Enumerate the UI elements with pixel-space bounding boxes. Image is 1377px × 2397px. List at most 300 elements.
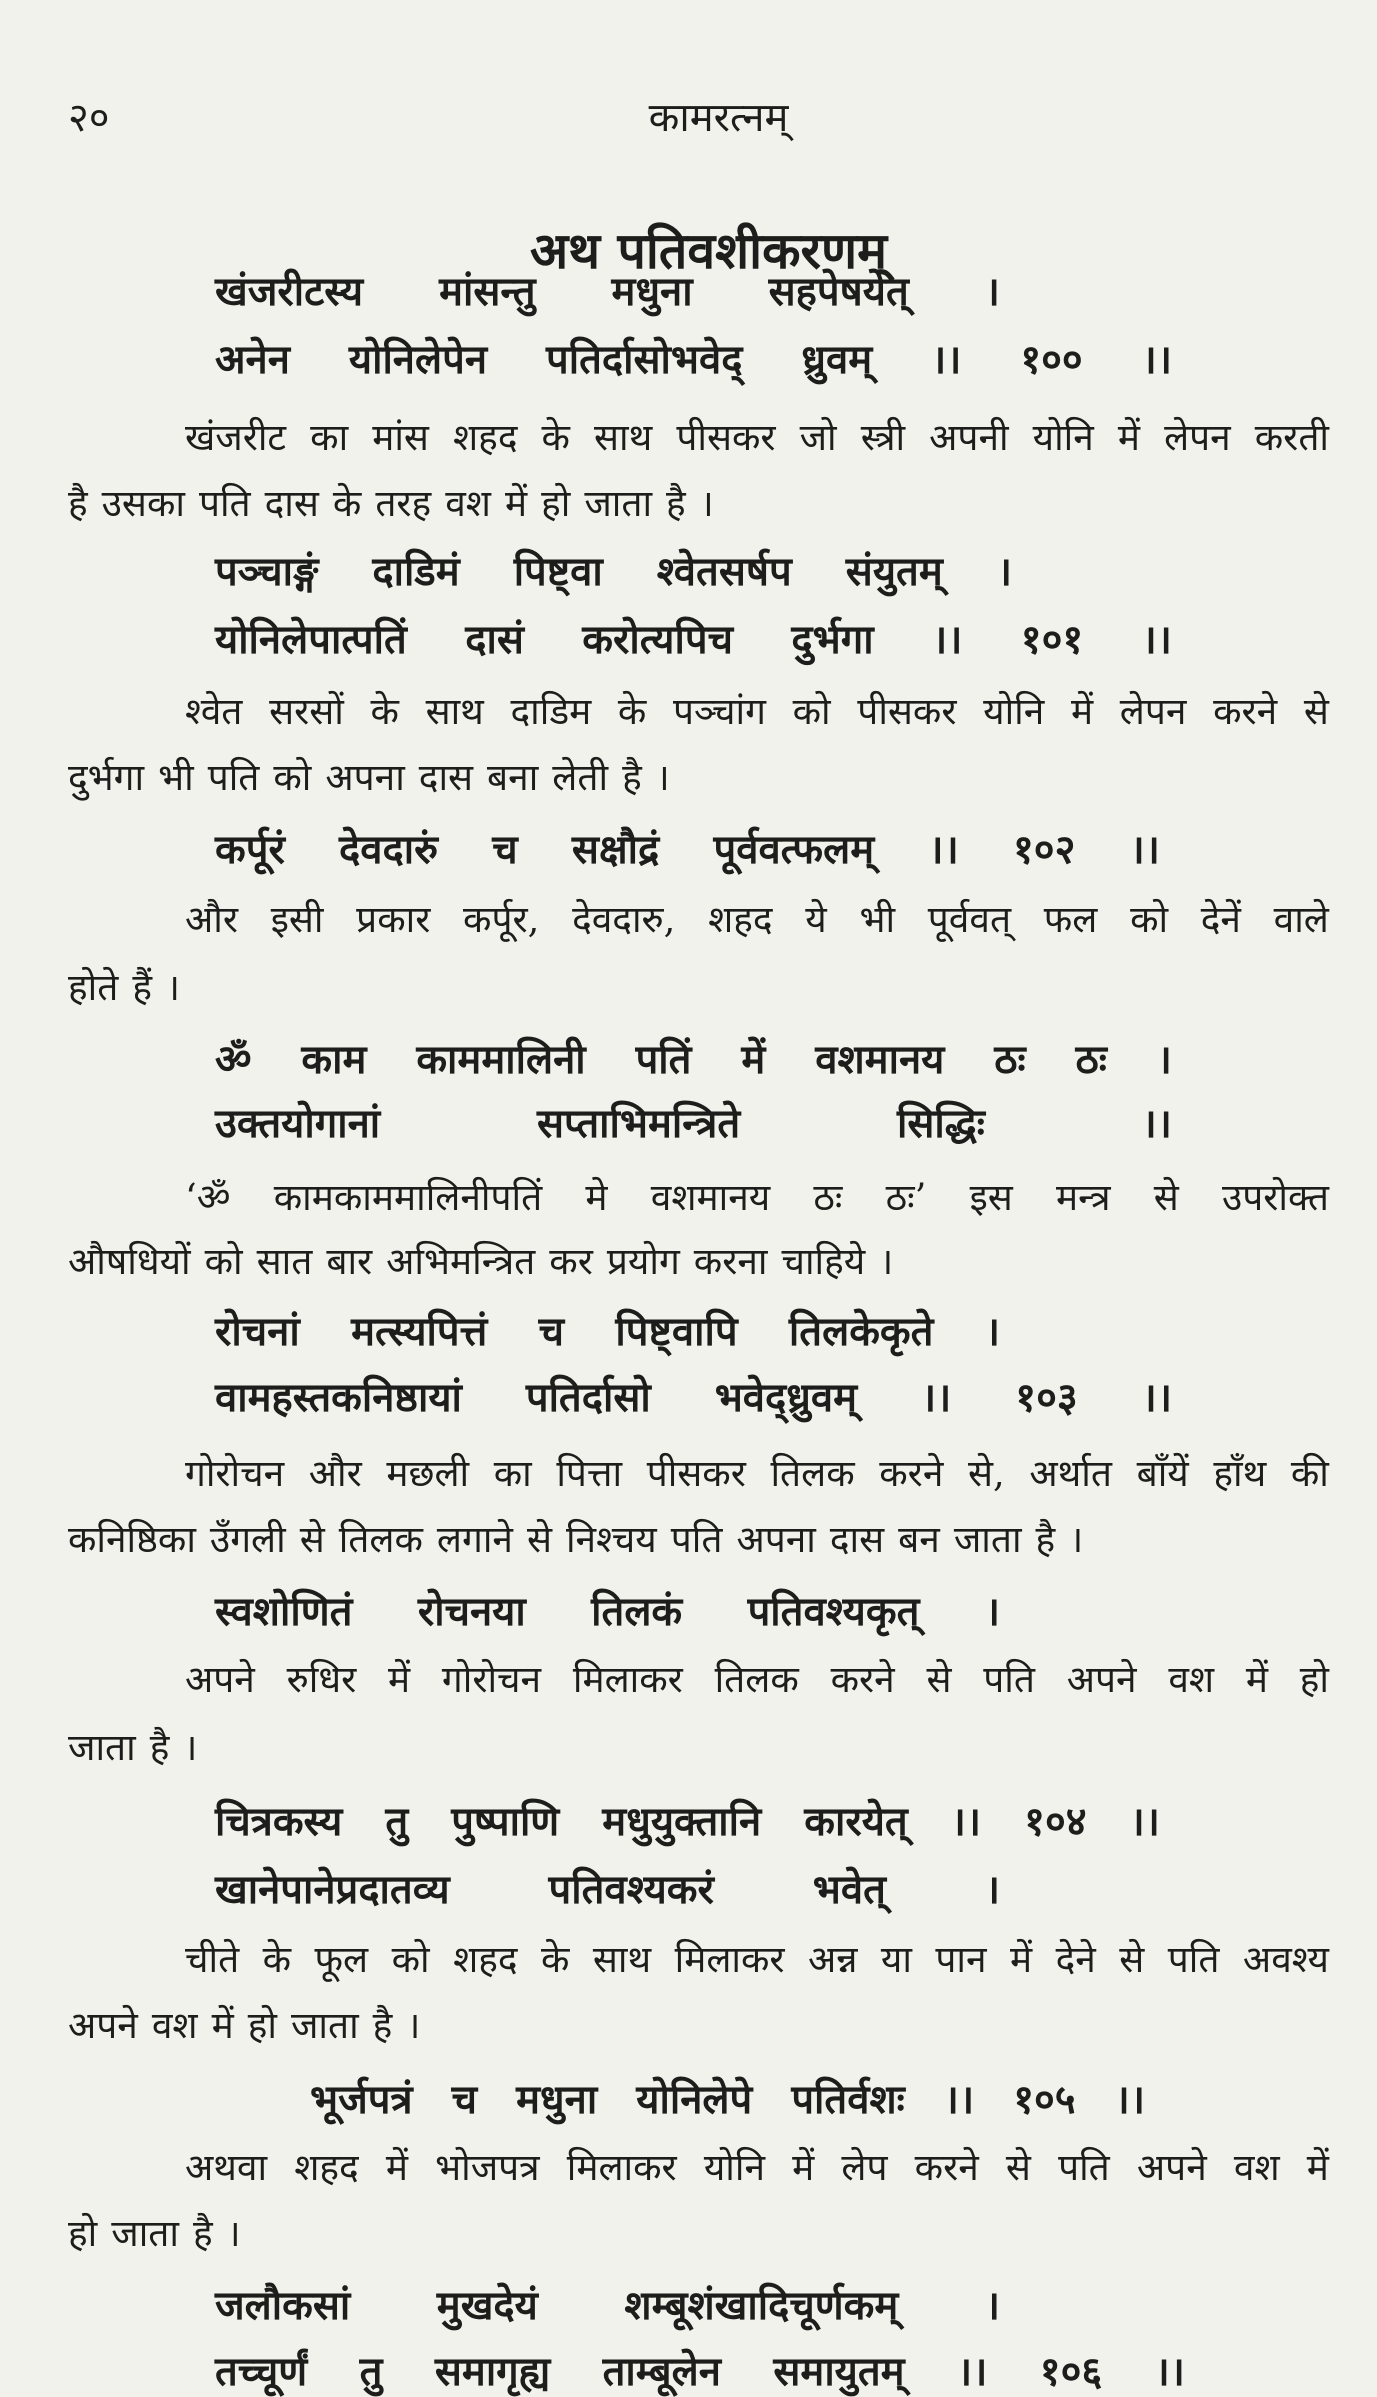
word: का	[493, 1452, 532, 1495]
verse-line	[215, 1302, 1000, 1357]
word: दुर्भगा	[791, 616, 874, 663]
word: में	[792, 2146, 815, 2189]
word: दासं	[465, 616, 524, 663]
word: ।।	[1114, 2076, 1145, 2123]
word: ।	[406, 2004, 421, 2047]
word: तरह	[375, 482, 432, 525]
word: लेती	[552, 756, 609, 799]
word: अथवा	[185, 2146, 268, 2189]
verse-line	[215, 1860, 1000, 1915]
word: कर्पूरं	[215, 826, 285, 873]
word: १०२	[1012, 826, 1076, 873]
word: है	[192, 2212, 213, 2255]
word: ध्रुवम्	[801, 336, 873, 383]
running-title: कामरत्नम्	[648, 95, 789, 141]
word: है	[1035, 1518, 1056, 1561]
translation-line	[185, 892, 1329, 943]
word: पञ्चाङ्गं	[215, 548, 319, 595]
verse-line	[215, 1030, 1172, 1085]
translation-line	[68, 476, 1329, 527]
word: को	[1130, 898, 1169, 941]
word: मत्स्यपित्तं	[351, 1308, 488, 1355]
word: तिलकं	[591, 1588, 683, 1635]
word: च	[492, 826, 518, 873]
word: ।	[183, 1726, 198, 1769]
word: मधुयुक्तानि	[602, 1798, 762, 1845]
word: बार	[326, 1240, 373, 1283]
page-header	[60, 88, 1317, 148]
word: से	[1119, 1938, 1145, 1981]
word: तिलकेकृते	[788, 1308, 934, 1355]
translation-line	[68, 960, 1329, 1011]
verse-line	[215, 1368, 1172, 1423]
word: ।।	[1129, 1798, 1160, 1845]
word: को	[273, 756, 312, 799]
word: सात	[256, 1240, 313, 1283]
word: के	[541, 1938, 570, 1981]
translation-line	[68, 1234, 1329, 1285]
word: ॐ	[215, 1036, 252, 1083]
word: कर्पूर,	[463, 898, 540, 941]
word: खंजरीटस्य	[215, 268, 364, 315]
word: भवेत्	[812, 1866, 886, 1913]
word: और	[308, 1452, 362, 1495]
word: योनिलेपे	[636, 2076, 753, 2123]
word: इस	[969, 1176, 1013, 1219]
word: में	[741, 1036, 766, 1083]
word: दास	[418, 756, 474, 799]
word: होते	[68, 966, 119, 1009]
word: ठः	[1075, 1036, 1107, 1083]
word: करने	[1213, 690, 1278, 733]
word: और	[185, 898, 238, 941]
word: १०६	[1039, 2348, 1103, 2395]
word: निश्चय	[565, 1518, 657, 1561]
word: अपने	[1136, 2146, 1207, 2189]
word: है	[372, 2004, 393, 2047]
word: जाता	[111, 2212, 179, 2255]
word: मांसन्तु	[439, 268, 536, 315]
word: गोरोचन	[441, 1658, 542, 1701]
word: इसी	[270, 898, 324, 941]
word: फल	[1043, 898, 1098, 941]
word: देवदारु,	[572, 898, 676, 941]
word: वश	[445, 482, 491, 525]
word: सिद्धिः	[897, 1100, 985, 1147]
word: लगाने	[436, 1518, 513, 1561]
word: के	[262, 1938, 292, 1981]
word: सप्ताभिमन्त्रिते	[537, 1100, 741, 1147]
word: ।।	[932, 616, 963, 663]
word: शहद	[453, 416, 518, 459]
word: ।।	[1154, 2348, 1185, 2395]
translation-line	[185, 410, 1329, 461]
translation-line	[185, 1170, 1329, 1221]
word: च	[538, 1308, 565, 1355]
word: अन्न	[808, 1938, 858, 1981]
word: में	[1245, 1658, 1268, 1701]
verse-line	[215, 610, 1172, 665]
word: ।	[165, 966, 181, 1009]
word: पतिवश्यकृत्	[747, 1588, 920, 1635]
word: मिलाकर	[674, 1938, 785, 1981]
word: अपना	[736, 1518, 816, 1561]
word: ।	[879, 1240, 894, 1283]
word: लेप	[841, 2146, 888, 2189]
word: वशमानय	[650, 1176, 771, 1219]
word: मधुना	[611, 268, 693, 315]
word: के	[617, 690, 647, 733]
word: देनें	[1200, 898, 1241, 941]
word: ।	[1069, 1518, 1084, 1561]
word: १०३	[1015, 1374, 1078, 1421]
word: देवदारुं	[339, 826, 439, 873]
word: मधुना	[516, 2076, 598, 2123]
word: तिलक	[770, 1452, 855, 1495]
word: मन्त्र	[1055, 1176, 1111, 1219]
word: बन	[898, 1518, 940, 1561]
word: ।	[1156, 1036, 1172, 1083]
word: तु	[385, 1798, 409, 1845]
word: पीसकर	[646, 1452, 746, 1495]
word: पूर्ववत्फलम्	[713, 826, 875, 873]
translation-line	[68, 1512, 1329, 1563]
word: उसका	[101, 482, 185, 525]
word: पतिर्दासो	[525, 1374, 651, 1421]
word: औषधियों	[68, 1240, 191, 1283]
word: पित्ता	[556, 1452, 623, 1495]
word: या	[880, 1938, 912, 1981]
word: जाता	[290, 2004, 359, 2047]
word: पति	[670, 1518, 723, 1561]
word: कनिष्ठिका	[68, 1518, 196, 1561]
word: से	[1303, 690, 1329, 733]
word: हाँथ	[1213, 1452, 1267, 1495]
word: भी	[158, 756, 194, 799]
word: प्रयोग	[606, 1240, 680, 1283]
word: ।।	[931, 336, 962, 383]
word: उक्तयोगानां	[215, 1100, 381, 1147]
word: में	[1306, 2146, 1329, 2189]
word: तिलक	[338, 1518, 423, 1561]
verse-line	[310, 2070, 1145, 2125]
word: ।।	[1141, 336, 1172, 383]
word: अभिमन्त्रित	[386, 1240, 536, 1283]
word: दास	[829, 1518, 885, 1561]
word: फूल	[314, 1938, 369, 1981]
word: जलौकसां	[215, 2282, 351, 2329]
word: वामहस्तकनिष्ठायां	[215, 1374, 462, 1421]
word: काममालिनी	[416, 1036, 586, 1083]
page-number: २०	[68, 95, 110, 141]
word: गोरोचन	[185, 1452, 285, 1495]
word: रोचनया	[417, 1588, 526, 1635]
word: पति	[983, 1658, 1035, 1701]
word: जाता	[953, 1518, 1022, 1561]
word: में	[504, 482, 528, 525]
word: अनेन	[215, 336, 290, 383]
word: में	[1010, 1938, 1033, 1981]
word: पीसकर	[676, 416, 776, 459]
word: है	[622, 756, 642, 799]
word: मुखदेयं	[436, 2282, 538, 2329]
word: खंजरीट	[185, 416, 287, 459]
word: ठः	[994, 1036, 1026, 1083]
word: भोजपत्र	[435, 2146, 540, 2189]
verse-line	[215, 1094, 1172, 1149]
word: पति	[207, 756, 260, 799]
translation-line	[185, 1932, 1329, 1983]
word: पूर्ववत्	[927, 898, 1012, 941]
verse-line	[215, 1792, 1160, 1847]
word: ।	[984, 1308, 1000, 1355]
word: में	[1117, 416, 1140, 459]
word: पति	[198, 482, 251, 525]
word: भूर्जपत्रं	[310, 2076, 413, 2123]
translation-line	[68, 750, 1329, 801]
word: साथ	[594, 416, 653, 459]
word: दास	[264, 482, 319, 525]
word: १०१	[1020, 616, 1084, 663]
word: वशमानय	[815, 1036, 945, 1083]
word: कारयेत्	[804, 1798, 908, 1845]
word: ।	[655, 756, 670, 799]
word: ठः’	[885, 1176, 927, 1219]
verse-line	[215, 262, 1000, 317]
word: सरसों	[269, 690, 344, 733]
word: में	[388, 1658, 411, 1701]
word: ।।	[957, 2348, 988, 2395]
word: कामकाममालिनीपतिं	[273, 1176, 543, 1219]
word: साथ	[425, 690, 484, 733]
word: ।	[984, 1588, 1000, 1635]
word: करने	[879, 1452, 944, 1495]
word: वश	[1168, 1658, 1215, 1701]
word: योनिलेपात्पतिं	[215, 616, 407, 663]
word: लेपन	[1119, 690, 1187, 733]
word: के	[541, 416, 570, 459]
word: योनि	[983, 690, 1045, 733]
verse-line	[215, 2342, 1185, 2397]
word: अवश्य	[1242, 1938, 1329, 1981]
word: १०४	[1024, 1798, 1087, 1845]
word: श्वेतसर्षप	[656, 548, 792, 595]
translation-line	[68, 2206, 1329, 2257]
word: करती	[1254, 416, 1329, 459]
word: हैं	[132, 966, 152, 1009]
word: को	[204, 1240, 243, 1283]
word: ।।	[928, 826, 959, 873]
word: रोचनां	[215, 1308, 300, 1355]
word: उँगली	[209, 1518, 286, 1561]
word: ताम्बूलेन	[602, 2348, 721, 2395]
word: ।।	[1141, 1100, 1172, 1147]
word: पतिं	[635, 1036, 692, 1083]
word: पिष्ट्वापि	[615, 1308, 738, 1355]
section-heading: अथ पतिवशीकरणम्	[529, 221, 888, 280]
word: से	[526, 1518, 552, 1561]
word: ।।	[1129, 826, 1160, 873]
word: समायुतम्	[773, 2348, 905, 2395]
word: कर	[549, 1240, 593, 1283]
word: ‘ॐ	[185, 1176, 231, 1219]
word: वश	[1233, 2146, 1280, 2189]
word: हो	[1299, 1658, 1329, 1701]
word: ।।	[950, 1798, 982, 1845]
word: मछली	[386, 1452, 470, 1495]
word: काम	[301, 1036, 367, 1083]
word: १००	[1020, 336, 1083, 383]
word: योनि	[1032, 416, 1094, 459]
word: मिलाकर	[566, 2146, 677, 2189]
word: पुष्पाणि	[451, 1798, 560, 1845]
word: लेपन	[1164, 416, 1231, 459]
word: स्त्री	[860, 416, 906, 459]
word: का	[310, 416, 349, 459]
word: पिष्ट्वा	[513, 548, 603, 595]
verse-line	[215, 542, 1012, 597]
word: में	[1070, 690, 1094, 733]
word: योनि	[703, 2146, 765, 2189]
word: शहद	[294, 2146, 359, 2189]
word: उपरोक्त	[1222, 1176, 1329, 1219]
word: मिलाकर	[572, 1658, 683, 1701]
word: दाडिमं	[372, 548, 460, 595]
word: ठः	[813, 1176, 843, 1219]
word: अपनी	[929, 416, 1009, 459]
word: साथ	[592, 1938, 652, 1981]
word: करने	[830, 1658, 895, 1701]
word: पीसकर	[857, 690, 957, 733]
word: १०५	[1013, 2076, 1076, 2123]
word: ।	[226, 2212, 241, 2255]
word: करना	[693, 1240, 768, 1283]
word: पति	[1058, 2146, 1110, 2189]
verse-line	[215, 2276, 1000, 2331]
word: श्वेत	[185, 690, 243, 733]
word: को	[792, 690, 831, 733]
word: दाडिम	[510, 690, 592, 733]
verse-line	[215, 820, 1160, 875]
word: करोत्यपिच	[582, 616, 733, 663]
word: से	[299, 1518, 325, 1561]
word: ।।	[1141, 616, 1172, 663]
word: पतिर्दासोभवेद्	[545, 336, 743, 383]
word: पति	[1167, 1938, 1220, 1981]
word: हो	[247, 2004, 277, 2047]
word: चित्रकस्य	[215, 1798, 343, 1845]
word: करने	[914, 2146, 979, 2189]
word: जो	[799, 416, 837, 459]
word: को	[391, 1938, 430, 1981]
word: दुर्भगा	[68, 756, 145, 799]
word: सहपेषयेत्	[768, 268, 909, 315]
translation-line	[185, 1652, 1329, 1703]
translation-line	[185, 684, 1329, 735]
word: है	[149, 1726, 170, 1769]
translation-line	[68, 1998, 1329, 2049]
word: भी	[859, 898, 896, 941]
word: समागृह्य	[434, 2348, 551, 2395]
word: तिलक	[714, 1658, 799, 1701]
word: ।	[984, 2282, 1000, 2329]
word: च	[451, 2076, 478, 2123]
word: पान	[935, 1938, 987, 1981]
word: ।	[984, 1866, 1000, 1913]
verse-line	[215, 330, 1172, 385]
word: ।	[699, 482, 714, 525]
word: में	[385, 2146, 408, 2189]
word: बना	[487, 756, 539, 799]
word: शहद	[453, 1938, 518, 1981]
word: भवेद्ध्रुवम्	[714, 1374, 858, 1421]
word: अर्थात	[1029, 1452, 1112, 1495]
word: अपना	[325, 756, 405, 799]
word: चाहिये	[781, 1240, 866, 1283]
word: से,	[967, 1452, 1005, 1495]
word: हो	[541, 482, 571, 525]
translation-line	[68, 1720, 1329, 1771]
word: वाले	[1273, 898, 1329, 941]
word: मे	[585, 1176, 608, 1219]
word: पतिर्वशः	[791, 2076, 905, 2123]
word: अपने	[185, 1658, 255, 1701]
word: जाता	[68, 1726, 136, 1769]
word: में	[211, 2004, 234, 2047]
word: से	[1005, 2146, 1031, 2189]
word: है	[68, 482, 88, 525]
word: पतिवश्यकरं	[548, 1866, 714, 1913]
word: से	[1153, 1176, 1179, 1219]
word: अपने	[68, 2004, 138, 2047]
word: तच्चूर्णं	[215, 2348, 308, 2395]
word: शहद	[708, 898, 773, 941]
word: ।।	[921, 1374, 952, 1421]
word: बाँयें	[1136, 1452, 1189, 1495]
word: है	[666, 482, 686, 525]
word: अपने	[1066, 1658, 1137, 1701]
translation-line	[185, 1446, 1329, 1497]
word: से	[926, 1658, 952, 1701]
translation-line	[185, 2140, 1329, 2191]
word: ।।	[943, 2076, 975, 2123]
word: खानेपानेप्रदातव्य	[215, 1866, 450, 1913]
word: ।	[996, 548, 1012, 595]
word: जाता	[584, 482, 653, 525]
word: संयुतम्	[845, 548, 943, 595]
word: सक्षौद्रं	[571, 826, 660, 873]
word: चीते	[185, 1938, 240, 1981]
word: के	[332, 482, 362, 525]
word: ।।	[1141, 1374, 1172, 1421]
word: पञ्चांग	[673, 690, 766, 733]
word: देने	[1055, 1938, 1096, 1981]
word: ये	[805, 898, 827, 941]
word: स्वशोणितं	[215, 1588, 353, 1635]
word: हो	[68, 2212, 98, 2255]
word: ।	[984, 268, 1000, 315]
word: मांस	[372, 416, 429, 459]
verse-line	[215, 1582, 1000, 1637]
word: वश	[151, 2004, 198, 2047]
word: की	[1290, 1452, 1329, 1495]
word: के	[370, 690, 399, 733]
word: तु	[359, 2348, 383, 2395]
word: शम्बूशंखादिचूर्णकम्	[624, 2282, 899, 2329]
word: प्रकार	[356, 898, 431, 941]
word: रुधिर	[286, 1658, 357, 1701]
word: योनिलेपेन	[348, 336, 488, 383]
